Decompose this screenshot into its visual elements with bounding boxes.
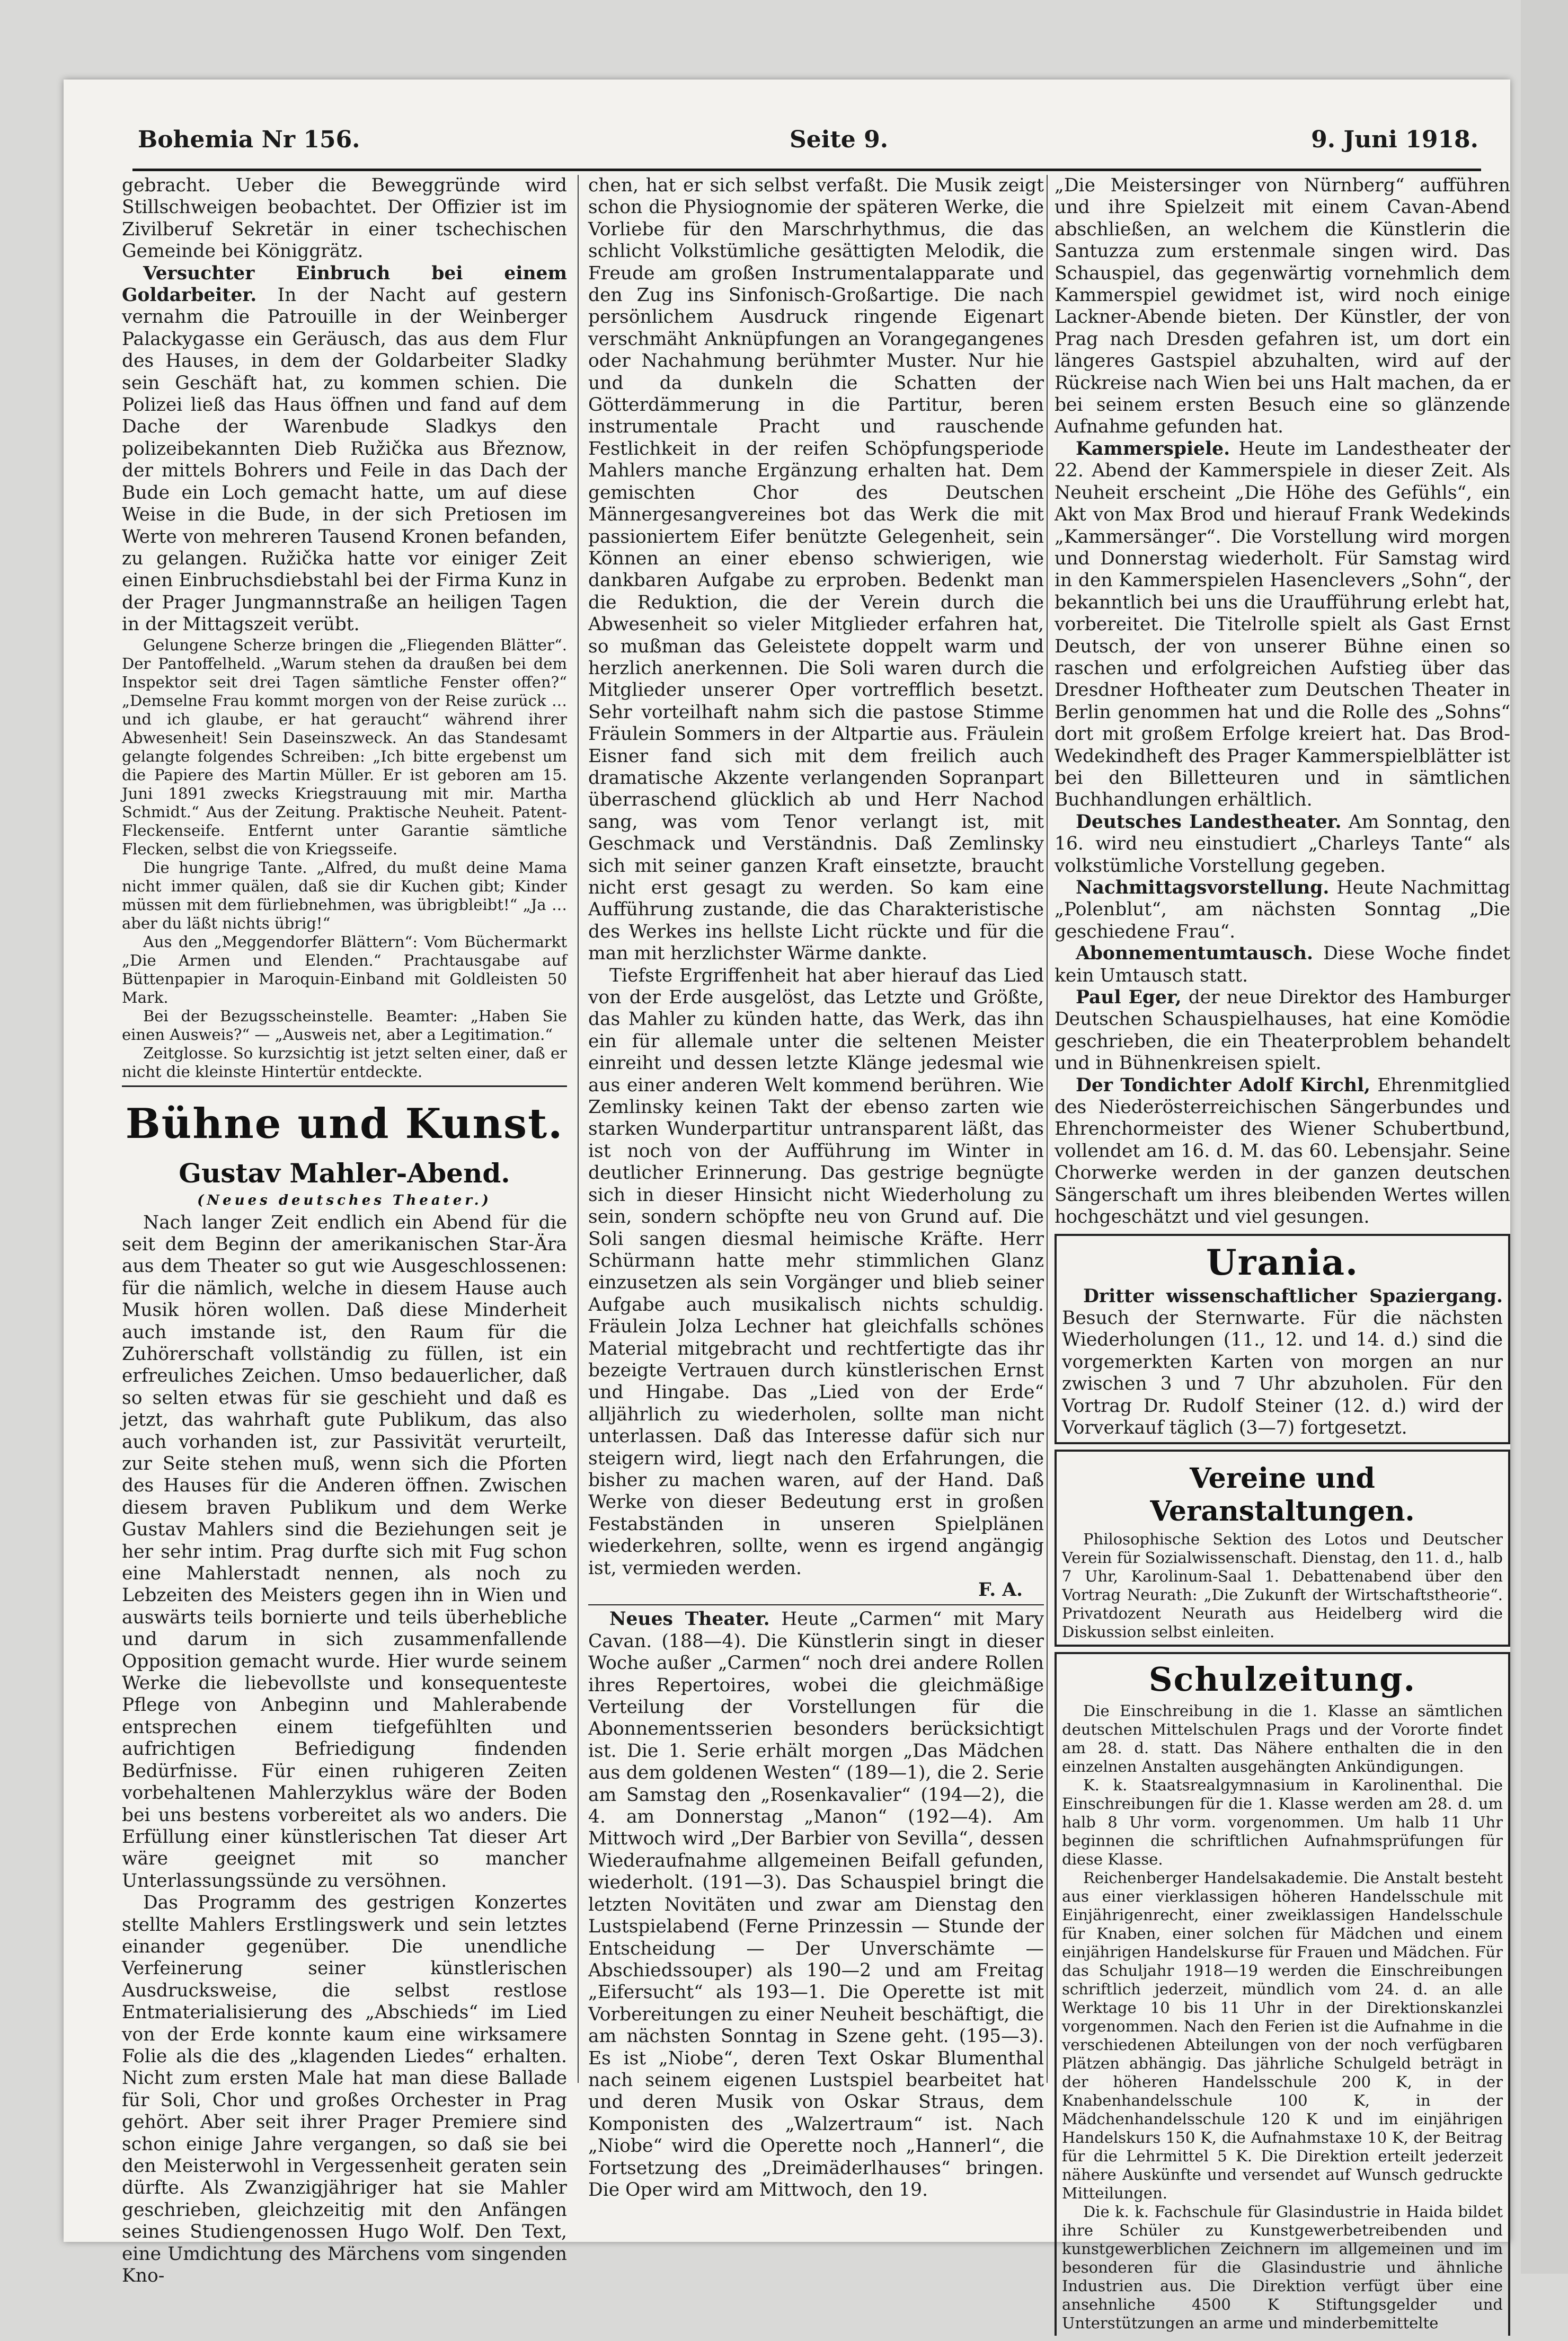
theater-news: Neues Theater. Heute „Carmen“ mit Mary Cavan. (188—4). Die Künstlerin singt in dieser Woche außer „Carmen“ noch drei andere Rollen ihres Repertoires, wobei die gleichmäßige Verteilung der Vorstellungen für die Abonnementsserien besonders berücksichtigt ist. Die 1. Serie erhält morgen „Das Mädchen aus dem goldenen Westen“ (189—1), die 2. Serie am Samstag den „Rosenkavalier“ (194—2), die 4. am Donnerstag „Manon“ (192—4). Am Mittwoch wird „Der Barbier von Sevilla“, dessen Wiederaufnahme allgemeinen Beifall gefunden, wiederholt. (191—3). Das Schauspiel bringt die letzten Novitäten und zwar am Dienstag den Lustspielabend (Ferne Prinzessin — Stunde der Entscheidung — Der Unverschämte — Abschiedssouper) als 190—2 und am Freitag „Eifersucht“ als 193—1. Die Operette ist mit Vorbereitungen zu einer Neuheit beschäftigt, die am nächsten Sonntag in Szene geht. (195—3). Es ist „Niobe“, deren Text Oskar Blumenthal nach seinem eigenen Lustspiel bearbeitet hat und deren Musik von Oskar Straus, dem Komponisten des „Walzertraum“ ist. Nach „Niobe“ wird die Operette noch „Hannerl“, die Fortsetzung des „Dreimäderlhauses“ bringen. Die Oper wird am Mittwoch, den 19. — [588, 1609, 1044, 2201]
news-item: Deutsches Landestheater. Am Sonntag, den 16. wird neu einstudiert „Charleys Tante“ als volkstümliche Vorstellung gegeben. — [1055, 811, 1510, 877]
news-title: Kammerspiele. — [1076, 438, 1230, 460]
masthead-right: 9. Juni 1918. — [1311, 126, 1478, 153]
col1-news-item: Versuchter Einbruch bei einem Goldarbeiter. In der Nacht auf gestern vernahm die Patrouille in der Weinberger Palackygasse ein Geräusch, das aus dem Flur des Hauses, in dem der Goldarbeiter Sladky sein Geschäft hat, zu kommen schien. Die Polizei ließ das Haus öffnen und fand auf dem Dache der Warenbude Sladkys den polizeibekannten Dieb Ružička aus Březnow, der mittels Bohrers und Feile in das Dach der Bude ein Loch gemacht hatte, um auf diese Weise in die Bude, in der sich Pretiosen im Werte von mehreren Tausend Kronen befanden, zu gelangen. Ružička hatte vor einiger Zeit einen Einbruchsdiebstahl bei der Firma Kunz in der Prager Jungmannstraße an heiligen Tagen in der Mittagszeit verübt. — [122, 262, 567, 635]
section-heading: Bühne und Kunst. — [125, 1099, 564, 1148]
col1-paragraph: gebracht. Ueber die Beweggründe wird Stillschweigen beobachtet. Der Offizier ist im Zivilberuf Sekretär in einer tschechischen Gemeinde bei Königgrätz. — [122, 175, 567, 262]
vereine-item: Philosophische Sektion des Lotos und Deutscher Verein für Sozialwissenschaft. Dienstag, den 11. d., halb 7 Uhr, Karolinum-Saal 1. Debattenabend über den Vortrag Neurath: „Die Zukunft der Wirtschaftstheorie“. Privatdozent Neurath aus Heidelberg wird die Diskussion selbst einleiten. — [1062, 1530, 1503, 1641]
news-title: Der Tondichter Adolf Kirchl, — [1076, 1074, 1371, 1096]
masthead-rule — [132, 169, 1481, 171]
column-rule-2 — [1047, 175, 1048, 2083]
news-title: Paul Eger, — [1076, 987, 1182, 1009]
article-paragraph: Tiefste Ergriffenheit hat aber hierauf das Lied von der Erde ausgelöst, das Letzte und Größte, das Mahler zu künden hatte, das Werk, das ihn ein für allemale unter die seltenen Meister einreiht und dessen letzte Klänge jedesmal wie aus einer anderen Welt kommend berühren. Wie Zemlinsky keinen Takt der ebenso zarten wie starken Wunderpartitur untransparent läßt, das ist noch von der Aufführung im Winter in deutlicher Erinnerung. Das gestrige begnügte sich in dieser Hinsicht nicht Wiederholung zu sein, sondern schöpfte neu von Grund auf. Die Soli sangen diesmal heimische Kräfte. Herr Schürmann hatte mehr stimmlichen Glanz einzusetzen als sein Vorgänger und blieb seiner Aufgabe auch musikalisch nichts schuldig. Fräulein Jolza Lechner hat gleichfalls schönes Material mitgebracht und rechtfertigte das ihr bezeigte Vertrauen durch künstlerischen Ernst und Hingabe. Das „Lied von der Erde“ alljährlich zu wiederholen, sollte man nicht unterlassen. Daß das Interesse dafür sich nur steigern wird, liegt nach den Erfahrungen, die bisher zu machen waren, auf der Hand. Daß Werke von dieser Bedeutung erst in großen Festabständen in unseren Spielplänen wiederkehren, sollte, wenn es irgend angängig ist, vermieden werden. — [588, 965, 1044, 1579]
news-item: Kammerspiele. Heute im Landestheater der 22. Abend der Kammerspiele in dieser Zeit. Als Neuheit erscheint „Die Höhe des Gefühls“, ein Akt von Max Brod und hierauf Frank Wedekinds „Kammersänger“. Die Vorstellung wird morgen und Donnerstag wiederholt. Für Samstag wird in den Kammerspielen Hasenclevers „Sohn“, der bekanntlich bei uns die Uraufführung erlebt hat, vorbereitet. Die Titelrolle spielt als Gast Ernst Deutsch, der von unserer Bühne einen so raschen und erfolgreichen Aufstieg über das Dresdner Hoftheater zum Deutschen Theater in Berlin genommen hat und die Rolle des „Sohns“ dort mit großem Erfolge kreiert hat. Das Brod-Wedekindheft des Prager Kammerspielblätter ist bei den Billetteuren und in sämtlichen Buchhandlungen erhältlich. — [1055, 438, 1510, 811]
urania-box — [1055, 1234, 1510, 1445]
section-heading: Schulzeitung. — [1148, 1660, 1416, 1699]
joke-paragraph: Aus den „Meggendorfer Blättern“: Vom Büchermarkt „Die Armen und Elenden.“ Prachtausgabe auf Büttenpapier in Maroquin-Einband mit Goldleisten 50 Mark. — [122, 932, 567, 1006]
author-signature: F. A. — [978, 1579, 1023, 1601]
joke-paragraph: Bei der Bezugsscheinstelle. Beamter: „Haben Sie einen Ausweis?“ — „Ausweis net, aber a Legitimation.“ — [122, 1006, 567, 1044]
article-paragraph: Das Programm des gestrigen Konzertes stellte Mahlers Erstlingswerk und sein letztes einander gegenüber. Die unendliche Verfeinerung seiner künstlerischen Ausdrucksweise, die selbst restlose Entmaterialisierung des „Abschieds“ im Lied von der Erde konnte kaum eine wirksamere Folie als die des „klagenden Liedes“ erhalten. Nicht zum ersten Male hat man diese Ballade für Soli, Chor und großes Orchester in Prag gehört. Aber seit ihrer Prager Premiere sind schon einige Jahre vergangen, so daß sie bei den Meisterwohl in Vergessenheit geraten sein dürfte. Als Zwanzigjähriger hat sie Mahler geschrieben, gleichzeitig mit den Anfängen seines Studiengenossen Hugo Wolf. Den Text, eine Umdichtung des Märchens vom singenden Kno- — [122, 1892, 567, 2287]
urania-item: Dritter wissenschaftlicher Spaziergang. Besuch der Sternwarte. Für die nächsten Wiederholungen (11., 12. und 14. d.) sind die vorgemerkten Karten von morgen an nur zwischen 3 und 7 Uhr abzuholen. Für den Vortrag Dr. Rudolf Steiner (12. d.) wird der Vorverkauf täglich (3—7) fortgesetzt. — [1062, 1285, 1503, 1438]
divider — [122, 1085, 567, 1087]
news-title: Dritter wissenschaftlicher Spaziergang. — [1083, 1285, 1503, 1307]
section-heading: Urania. — [1206, 1241, 1359, 1283]
article-paragraph: Nach langer Zeit endlich ein Abend für die seit dem Beginn der amerikanischen Star-Ära aus dem Theater so gut wie Ausgeschlossenen: für die nämlich, welche in diesem Hause auch Musik hören wollen. Daß diese Minderheit auch imstande ist, den Raum für die Zuhörerschaft vollständig zu füllen, ist ein erfreuliches Zeichen. Umso bedauerlicher, daß so selten etwas für sie geschieht und daß es jetzt, das wahrhaft gute Publikum, das also auch vorhanden ist, zur Passivität verurteilt, zur Seite stehen muß, wenn sich die Pforten des Hauses für die Anderen öffnen. Zwischen diesem braven Publikum und dem Werke Gustav Mahlers sind die Beziehungen seit je her sehr intim. Prag durfte sich mit Fug schon eine Mahlerstadt nennen, als noch zu Lebzeiten des Meisters gegen ihn in Wien und auswärts teils bornierte und teils überhebliche und darum in sich zusammenfallende Opposition gemacht wurde. Hier wurde seinem Werke die liebevollste und konsequenteste Pflege von Anbeginn und Mahlerabende entsprechen einem tiefgefühlten und aufrichtigen Befriedigung findenden Bedürfnisse. Für einen ruhigeren Zeiten vorbehaltenen Mahlerzyklus wäre der Boden bei uns bestens vorbereitet als wo anders. Die Erfüllung einer künstlerischen Tat dieser Art wäre geeignet mit so mancher Unterlassungssünde zu versöhnen. — [122, 1212, 567, 1892]
column-3 — [1055, 175, 1510, 2341]
news-title: Abonnementumtausch. — [1076, 943, 1313, 965]
article-title: Gustav Mahler-Abend. — [179, 1157, 510, 1189]
masthead — [138, 126, 1478, 163]
schulzeitung-box — [1055, 1652, 1510, 2336]
vereine-box — [1055, 1450, 1510, 1647]
news-title: Nachmittagsvorstellung. — [1076, 877, 1330, 898]
school-notice: Die k. k. Fachschule für Glasindustrie in Haida bildet ihre Schüler zu Kunstgewerbetreibenden und kunstgewerblichen Zeichnern im allgemeinen und im besonderen für die Glasindustrie und ähnliche Industrien aus. Die Direktion verfügt über eine ansehnliche 4500 K Stiftungsgelder und Unterstützungen an arme und minderbemittelte — [1062, 2203, 1503, 2333]
news-item: Nachmittagsvorstellung. Heute Nachmittag „Polenblut“, am nächsten Sonntag „Die geschiedene Frau“. — [1055, 877, 1510, 942]
column-rule-1 — [578, 175, 579, 2083]
article-subtitle: (Neues deutsches Theater.) — [197, 1192, 492, 1208]
joke-paragraph: Die hungrige Tante. „Alfred, du mußt deine Mama nicht immer quälen, daß sie dir Kuchen gibt; Kinder müssen mit dem fürliebnehmen, was übrigbleibt!“ „Ja … aber du läßt nichts übrig!“ — [122, 858, 567, 932]
news-title: Neues Theater. — [609, 1609, 770, 1630]
section-heading: Vereine und Veranstaltungen. — [1150, 1462, 1415, 1528]
article-paragraph: chen, hat er sich selbst verfaßt. Die Musik zeigt schon die Physiognomie der späteren Werke, die Vorliebe für den Marschrhythmus, die das schlicht Volkstümliche gesättigten Melodik, die Freude am großen Instrumentalapparate und den Zug ins Sinfonisch-Großartige. Die nach persönlichem Ausdruck ringende Eigenart verschmäht Anknüpfungen an Vorangegangenes oder Nachahmung berühmter Muster. Nur hie und da dunkeln die Schatten der Götterdämmerung in die Partitur, beren instrumentale Pracht und rauschende Festlichkeit in der reifen Schöpfungsperiode Mahlers manche Ergänzung erhalten hat. Dem gemischten Chor des Deutschen Männergesangvereines bot das Werk die mit passioniertem Eifer benützte Gelegenheit, sein Können an einer ebenso schwierigen, wie dankbaren Aufgabe zu erproben. Bedenkt man die Reduktion, die der Verein durch die Abwesenheit so vieler Mitglieder erfahren hat, so mußman das Geleistete doppelt warm und herzlich anerkennen. Die Soli waren durch die Mitglieder unserer Oper vortrefflich besetzt. Sehr vorteilhaft nahm sich die pastose Stimme Fräulein Sommers in der Altpartie aus. Fräulein Eisner fand sich mit dem freilich auch dramatische Akzente verlangenden Sopranpart überraschend glücklich ab und Herr Nachod sang, was vom Tenor verlangt ist, mit Geschmack und Verständnis. Daß Zemlinsky sich mit seiner ganzen Kraft einsetzte, braucht nicht erst gesagt zu werden. So kam eine Aufführung zustande, die das Charakteristische des Werkes ins hellste Licht rückte und für die man mit herzlichster Wärme dankte. — [588, 175, 1044, 965]
jokes-section — [122, 636, 567, 1081]
article-paragraph: „Die Meistersinger von Nürnberg“ aufführen und ihre Spielzeit mit einem Cavan-Abend abschließen, an welchem die Künstlerin die Santuzza zum erstenmale singen wird. Das Schauspiel, das gegenwärtig vornehmlich dem Kammerspiel gewidmet ist, wird noch einige Lackner-Abende bieten. Der Künstler, der von Prag nach Dresden gefahren ist, um dort ein längeres Gastspiel abzuhalten, wird auf der Rückreise nach Wien bei uns Halt machen, da er bei seinem ersten Besuch eine so glänzende Aufnahme gefunden hat. — [1055, 175, 1510, 438]
divider — [588, 1604, 1044, 1605]
school-notice: Reichenberger Handelsakademie. Die Anstalt besteht aus einer vierklassigen höheren Handelsschule mit Einjährigenrecht, einer zweiklassigen Handelsschule für Knaben, einer solchen für Mädchen und einem einjährigen Handelskurse für Frauen und Mädchen. Für das Schuljahr 1918—19 werden die Einschreibungen schriftlich jederzeit, mündlich vom 24. d. an alle Werktage 10 bis 11 Uhr in der Direktionskanzlei vorgenommen. Nach den Ferien ist die Aufnahme in die verschiedenen Abteilungen von der noch verfügbaren Plätzen abhängig. Das jährliche Schulgeld beträgt in der höheren Handelsschule 200 K, in der Knabenhandelsschule 100 K, in der Mädchenhandelsschule 120 K und im einjährigen Handelskurs 150 K, die Aufnahmstaxe 10 K, der Beitrag für die Lehrmittel 5 K. Die Direktion erteilt jederzeit nähere Auskünfte und versendet auf Wunsch gedruckte Mitteilungen. — [1062, 1869, 1503, 2203]
news-item: Paul Eger, der neue Direktor des Hamburger Deutschen Schauspielhauses, hat eine Komödie geschrieben, die ein Theaterproblem behandelt und in Bühnenkreisen spielt. — [1055, 987, 1510, 1074]
news-title: Deutsches Landestheater. — [1076, 811, 1342, 833]
news-item: Der Tondichter Adolf Kirchl, Ehrenmitglied des Niederösterreichischen Sängerbundes und Ehrenchormeister des Wiener Schubertbund, vollendet am 16. d. M. das 60. Lebensjahr. Seine Chorwerke werden in der ganzen deutschen Sängerschaft um ihres bleibenden Wertes willen hochgeschätzt und viel gesungen. — [1055, 1074, 1510, 1228]
masthead-center: Seite 9. — [790, 126, 889, 153]
school-notice: K. k. Staatsrealgymnasium in Karolinenthal. Die Einschreibungen für die 1. Klasse werden am 28. d. um halb 8 Uhr vorm. vorgenommen. Um halb 11 Uhr beginnen die schriftlichen Aufnahmsprüfungen für diese Klasse. — [1062, 1776, 1503, 1869]
news-item: Abonnementumtausch. Diese Woche findet kein Umtausch statt. — [1055, 943, 1510, 986]
column-1 — [122, 175, 567, 2287]
page-edge — [1521, 0, 1568, 2274]
joke-paragraph: Zeitglosse. So kurzsichtig ist jetzt selten einer, daß er nicht die kleinste Hintertür entdeckte. — [122, 1044, 567, 1081]
school-notice: Die Einschreibung in die 1. Klasse an sämtlichen deutschen Mittelschulen Prags und der Vororte findet am 28. d. statt. Das Nähere enthalten die in den einzelnen Anstalten ausgehängten Ankündigungen. — [1062, 1702, 1503, 1776]
column-2 — [588, 175, 1044, 2201]
joke-paragraph: Gelungene Scherze bringen die „Fliegenden Blätter“. Der Pantoffelheld. „Warum stehen da draußen bei dem Inspektor seit drei Tagen sämtliche Fenster offen?“ „Demselne Frau kommt morgen von der Reise zurück … und ich glaube, er hat geraucht“ während ihrer Abwesenheit! Sein Daseinszweck. An das Standesamt gelangte folgendes Schreiben: „Ich bitte ergebenst um die Papiere des Martin Müller. Er ist geboren am 15. Juni 1891 zwecks Kriegstrauung mit mir. Martha Schmidt.“ Aus der Zeitung. Praktische Neuheit. Patent-Fleckenseife. Entfernt unter Garantie sämtliche Flecken, selbst die von Kriegsseife. — [122, 635, 567, 858]
masthead-left: Bohemia Nr 156. — [138, 126, 360, 153]
news-title: Versuchter Einbruch bei einem Goldarbeiter. — [122, 262, 567, 306]
school-notices — [1062, 1702, 1503, 2333]
